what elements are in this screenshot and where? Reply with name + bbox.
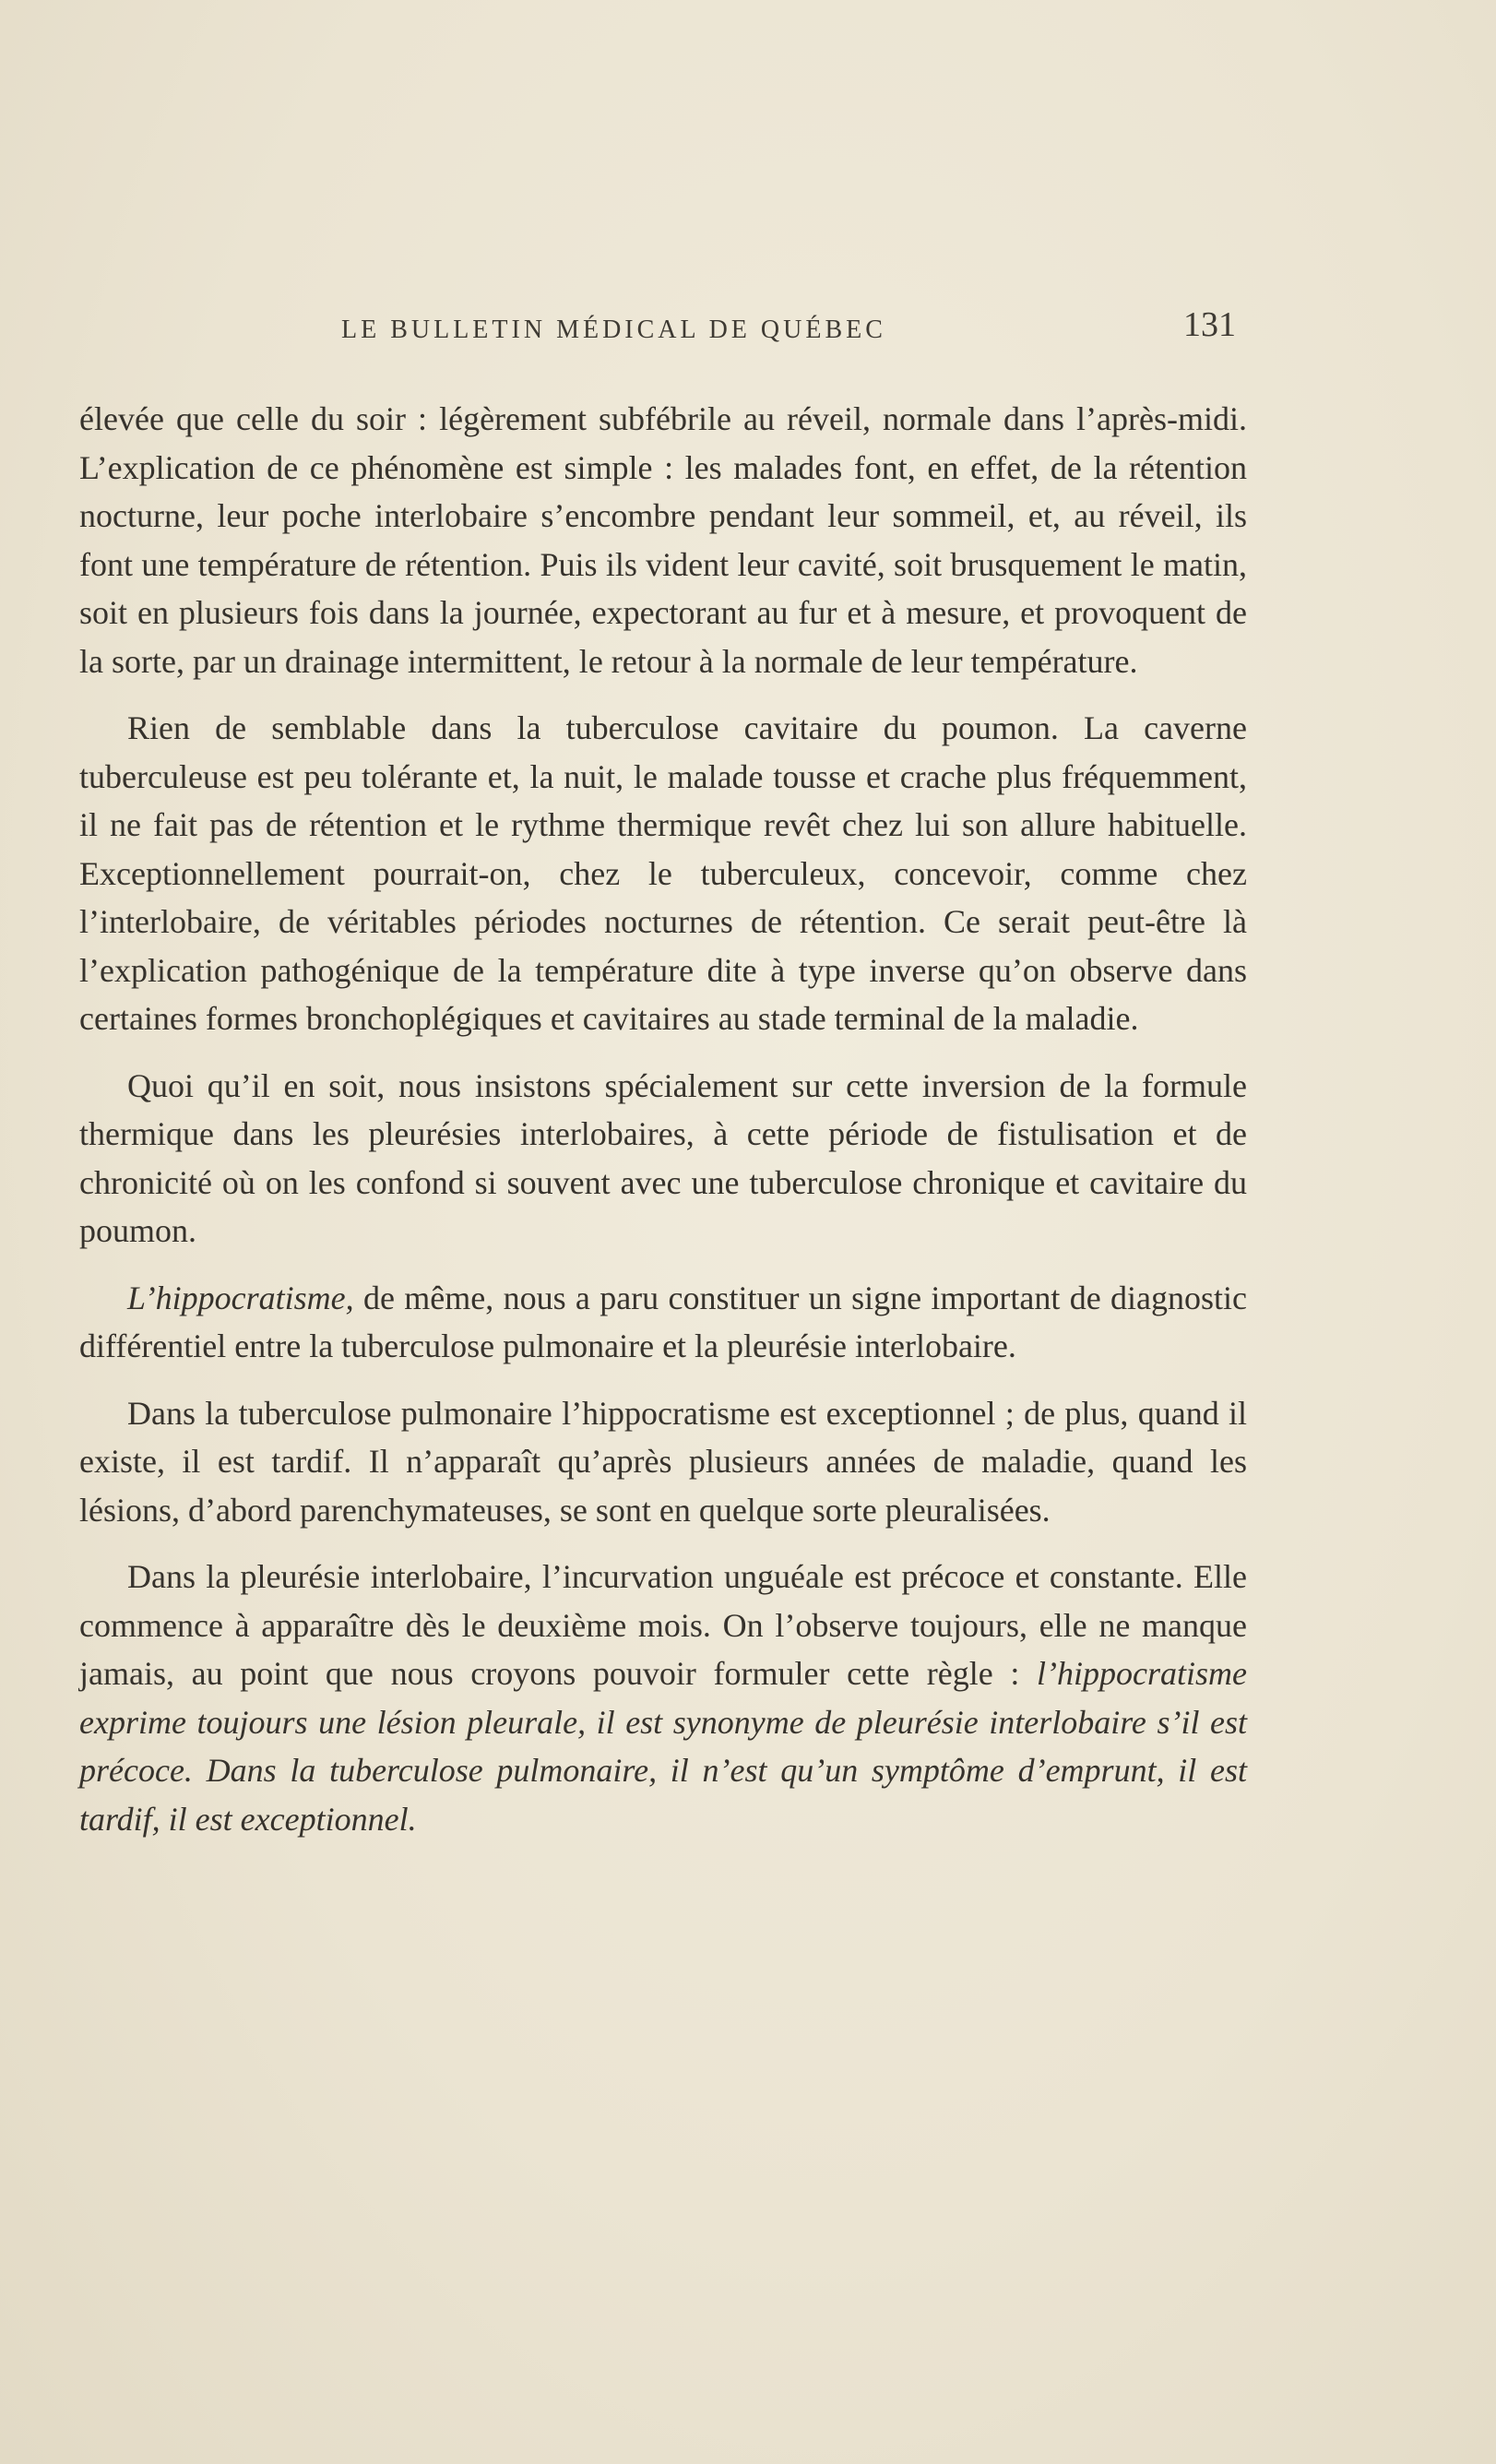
- page-header: [341, 304, 1245, 360]
- body-text: [79, 395, 1247, 1862]
- paragraph-6: [79, 1553, 1247, 1843]
- italic-term: L’hippocratisme,: [127, 1279, 354, 1316]
- page-number: 131: [1183, 305, 1236, 344]
- paragraph-4: [79, 1274, 1247, 1371]
- paragraph-6-text: Dans la pleurésie interlobaire, l’incurvation unguéale est précoce et constante. Elle commence à apparaître dès le deuxième mois. On l’observe toujours, elle ne manque jamais, au point que nous croyons pouvoir formuler cette règle :: [79, 1558, 1247, 1692]
- paragraph-5: Dans la tuberculose pulmonaire l’hippocratisme est exceptionnel ; de plus, quand il existe, il est tardif. Il n’apparaît qu’après plusieurs années de maladie, quand les lésions, d’abord parenchymateuses, se sont en quelque sorte pleuralisées.: [79, 1394, 1247, 1529]
- running-head: LE BULLETIN MÉDICAL DE QUÉBEC: [341, 315, 886, 344]
- paragraph-2: Rien de semblable dans la tuberculose cavitaire du poumon. La caverne tuberculeuse est peu tolérante et, la nuit, le malade tousse et crache plus fréquemment, il ne fait pas de rétention et le rythme thermique revêt chez lui son allure habituelle. Exceptionnellement pourrait-on, chez le tuberculeux, concevoir, comme chez l’interlobaire, de véritables périodes nocturnes de rétention. Ce serait peut-être là l’explication pathogénique de la température dite à type inverse qu’on observe dans certaines formes bronchoplégiques et cavitaires au stade terminal de la maladie.: [79, 709, 1247, 1037]
- paragraph-1: élevée que celle du soir : légèrement subfébrile au réveil, normale dans l’après-midi. L’explication de ce phénomène est simple : les malades font, en effet, de la rétention nocturne, leur poche interlobaire s’encombre pendant leur sommeil, et, au réveil, ils font une température de rétention. Puis ils vident leur cavité, soit brusquement le matin, soit en plusieurs fois dans la journée, expectorant au fur et à mesure, et provoquent de la sorte, par un drainage intermittent, le retour à la normale de leur température.: [79, 400, 1247, 680]
- paragraph-3: Quoi qu’il en soit, nous insistons spécialement sur cette inversion de la formule thermique dans les pleurésies interlobaires, à cette période de fistulisation et de chronicité où on les confond si souvent avec une tuberculose chronique et cavitaire du poumon.: [79, 1066, 1247, 1249]
- paragraph-4-text: de même, nous a paru constituer un signe important de diagnostic différentiel entre la tuberculose pulmonaire et la pleurésie interlobaire.: [79, 1279, 1247, 1364]
- italic-rule: l’hippocratisme exprime toujours une lésion pleurale, il est synonyme de pleurésie interlobaire s’il est précoce. Dans la tuberculose pulmonaire, il n’est qu’un symptôme d’emprunt, il est tardif, il est exceptionnel.: [79, 1655, 1247, 1838]
